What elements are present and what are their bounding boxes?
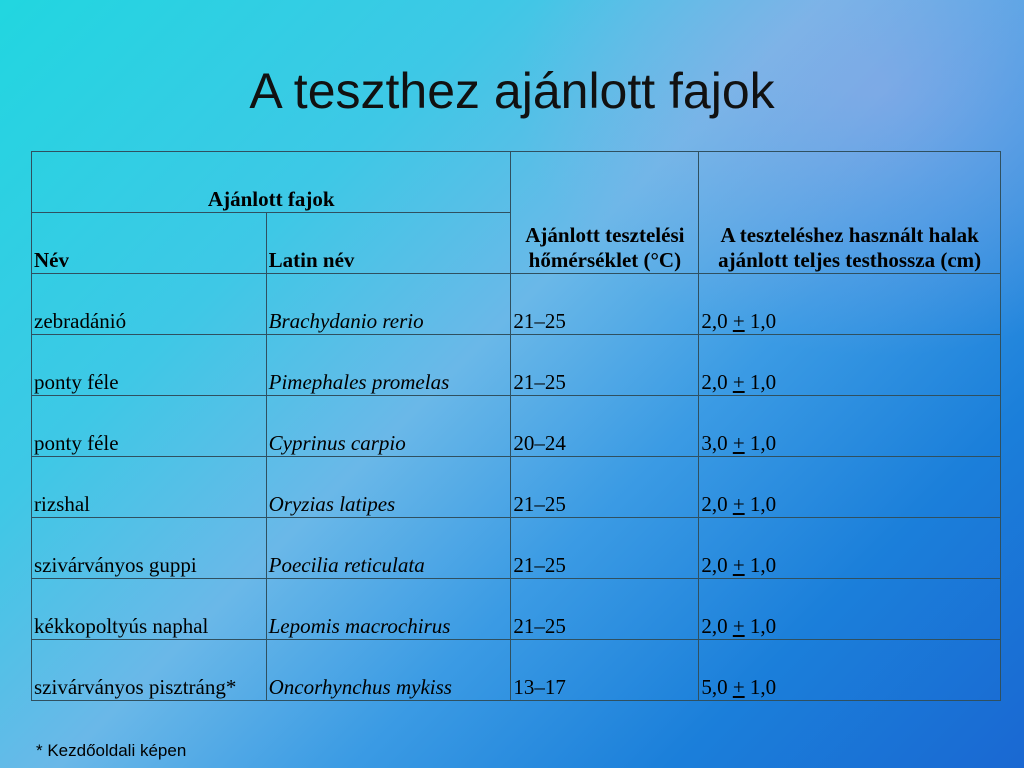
header-recommended-species: Ajánlott fajok: [32, 152, 511, 213]
table-row: [32, 335, 1001, 396]
species-name: rizshal: [32, 457, 267, 518]
species-name: ponty féle: [32, 335, 267, 396]
body-length: 2,0 + 1,0: [699, 457, 1001, 518]
footnote: * Kezdőoldali képen: [36, 741, 187, 760]
body-length: 2,0 + 1,0: [699, 518, 1001, 579]
table-row: [32, 518, 1001, 579]
species-latin-name: Brachydanio rerio: [266, 274, 511, 335]
body-length: 2,0 + 1,0: [699, 274, 1001, 335]
species-latin-name: Poecilia reticulata: [266, 518, 511, 579]
table-row: [32, 274, 1001, 335]
species-latin-name: Lepomis macrochirus: [266, 579, 511, 640]
species-name: kékkopoltyús naphal: [32, 579, 267, 640]
test-temperature: 21–25: [511, 457, 699, 518]
header-latin-name: Latin név: [266, 213, 511, 274]
species-name: ponty féle: [32, 396, 267, 457]
header-body-length: A teszteléshez használt halak ajánlott teljes testhossza (cm): [699, 152, 1001, 274]
species-name: szivárványos guppi: [32, 518, 267, 579]
species-latin-name: Pimephales promelas: [266, 335, 511, 396]
header-name: Név: [32, 213, 267, 274]
slide-title: A teszthez ajánlott fajok: [249, 63, 775, 119]
species-latin-name: Oryzias latipes: [266, 457, 511, 518]
test-temperature: 13–17: [511, 640, 699, 701]
table-row: [32, 396, 1001, 457]
body-length: 3,0 + 1,0: [699, 396, 1001, 457]
test-temperature: 21–25: [511, 335, 699, 396]
table-row: [32, 457, 1001, 518]
species-table: [31, 151, 1001, 701]
species-name: szivárványos pisztráng*: [32, 640, 267, 701]
table-row: [32, 579, 1001, 640]
test-temperature: 21–25: [511, 274, 699, 335]
species-latin-name: Cyprinus carpio: [266, 396, 511, 457]
species-name: zebradánió: [32, 274, 267, 335]
test-temperature: 21–25: [511, 518, 699, 579]
table-row: [32, 640, 1001, 701]
test-temperature: 20–24: [511, 396, 699, 457]
body-length: 5,0 + 1,0: [699, 640, 1001, 701]
header-row-group: [32, 152, 1001, 213]
species-latin-name: Oncorhynchus mykiss: [266, 640, 511, 701]
header-temperature: Ajánlott tesztelési hőmérséklet (°C): [511, 152, 699, 274]
body-length: 2,0 + 1,0: [699, 579, 1001, 640]
body-length: 2,0 + 1,0: [699, 335, 1001, 396]
test-temperature: 21–25: [511, 579, 699, 640]
